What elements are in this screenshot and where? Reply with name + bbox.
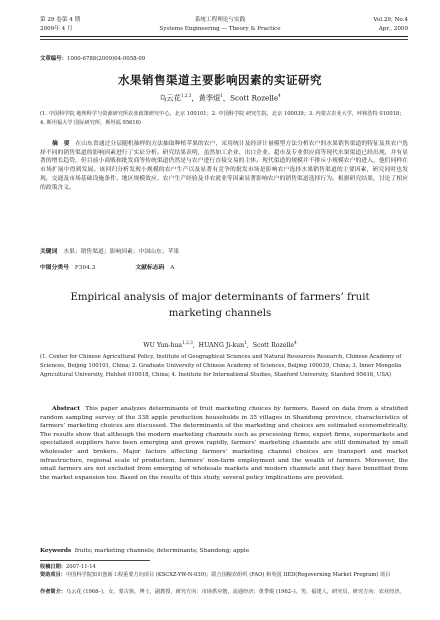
classification-line: 中图分类号 F304.3 文献标志码 A: [40, 265, 175, 271]
article-number: 文章编号：1000-6788(2009)04-0058-09: [40, 56, 146, 62]
keywords-cn: 关键词 水果；销售渠道；影响因素；中国山东；苹果: [40, 249, 180, 255]
title-en: Empirical analysis of major determinants of farmers’ fruit marketing channels: [70, 292, 370, 319]
issue-date-en: Apr., 2009: [378, 26, 408, 32]
journal-name-en: Systems Engineering — Theory & Practice: [159, 26, 281, 32]
footnote-received: 收稿日期：2007-11-14: [40, 564, 96, 570]
header-rule-thin: [40, 39, 408, 40]
author-name: WU Yun-hua: [143, 342, 183, 350]
issue-date-cn: 2009年 4 月: [40, 26, 73, 32]
header-rule: [40, 36, 408, 37]
abstract-en: Abstract This paper analyzes determinants of fruit marketing choices by farmers. Based on data from a stratified random sampling survey of the 338 apple production households in 35 villages in Shandong province, characteristics of farmers’ marketing choices are discussed. The determinants of the marketing and choices are estimated econometrically. The results show that although the modern marketing channels such as processing firms, export firms, supermarkets and specialized suppliers have been emerging and grown rapidly, farmers’ marketing channels are still dominated by small wholesaler and brokers. Major factors affecting farmers’ marketing channel choices are transport and market infrastructure, regional scale of production, farmers’ non-farm employment and the wealth of farmers. Moreover, the small farmers are not excluded from emerging of wholesale markets and modern channels and they have benefited from the market expansion too. Based on the results of this study, several policy implications are provided.: [40, 405, 408, 481]
authors-cn: 乌云花$^{1,2,3}$，黄季焜$^1$，Scott Rozelle$^4$: [159, 93, 281, 103]
footnote-author-bio: 作者简介：乌云花 (1968–)，女，蒙古族，博士，副教授，研究方向：市场供应链，流通经济；黄季焜 (1962–)，男，福建人，研究员，研究方向：农业经济。: [40, 589, 405, 595]
authors-en: WU Yun-hua$^{1,2,3}$, HUANG Ji-kun$^1$, Scott Rozelle$^4$: [143, 340, 297, 350]
issue-info-en: Vol.29, No.4: [373, 17, 408, 23]
keywords-en: Keywords fruits; marketing channels; determinants; Shandong; apple: [40, 548, 250, 554]
abstract-label-cn: 摘 要: [52, 141, 70, 147]
journal-name-cn: 系统工程理论与实践: [194, 17, 246, 23]
affiliations-en: (1. Center for Chinese Agricultural Policy, Institute of Geographical Sciences and Natural Resources Research, Chinese Academy of Sciences, Beijing 100101, China; 2. Graduate University of Chinese Academy of Sciences, Beijing 100039, China; 3. Inner Mongolia Agricultural University, Huhhot 010018, China; 4. Institute for International Studies, Stanford University, Stanford 95616, USA): [40, 354, 402, 378]
issue-info-cn: 第 29 卷第 4 期: [40, 17, 81, 23]
author-name: 乌云花: [159, 93, 181, 103]
author-name: 黄季焜: [198, 93, 221, 103]
author-name: Scott Rozelle: [252, 342, 295, 350]
title-cn: 水果销售渠道主要影响因素的实证研究: [118, 73, 322, 87]
abstract-cn: 摘 要 在山东省通过分层随机抽样的方法抽取种植苹果的农户，采用统计及经济计量模型方法分析农户的水果销售渠道的特征及其农户选择不同的销售渠道的影响因素进行了实证分析。研究结果表明，虽然加工企业、出口企业、超市及专业供应商等现代水果渠道已经出现，并有显著的增长趋势，但目前小商贩和批发商等传统渠道仍然是与农户进行直接交易的主体。现代渠道的规模并不排斥小规模农户的进入，他们同样在市场扩展中得到发展。该回归分析发现小规模的农户生产以及显著有竞争的批发市场是影响农户选择水果销售渠道的主要因素，研究同时也发现，交通及市场基础设施条件、地区规模效应、农户生产经验及非农就业等因素显著影响农户的销售渠道选择行为。根据研究结果，讨论了相应的政策含义。: [40, 141, 408, 191]
footnote-funding: 资助项目：中国科学院知识创新工程重要方向项目 (KSCXZ-YW-N-039)；联合国粮农组织 (FAO) 和英国 IIED(Regoverning Market Program) 项目: [40, 572, 391, 578]
footnote-rule: [40, 560, 150, 561]
author-name: HUANG Ji-kun: [198, 342, 245, 350]
affiliations-cn: (1. 中国科学院 地理科学与资源研究所农业政策研究中心，北京 100101；2. 中国科学院 研究生院，北京 100039；3. 内蒙古农业大学，呼和浩特 010018；4. 斯坦福大学 国际研究所，斯坦福 95616): [40, 111, 405, 126]
author-name: Scott Rozelle: [230, 93, 279, 103]
abstract-label-en: Abstract: [52, 405, 80, 412]
